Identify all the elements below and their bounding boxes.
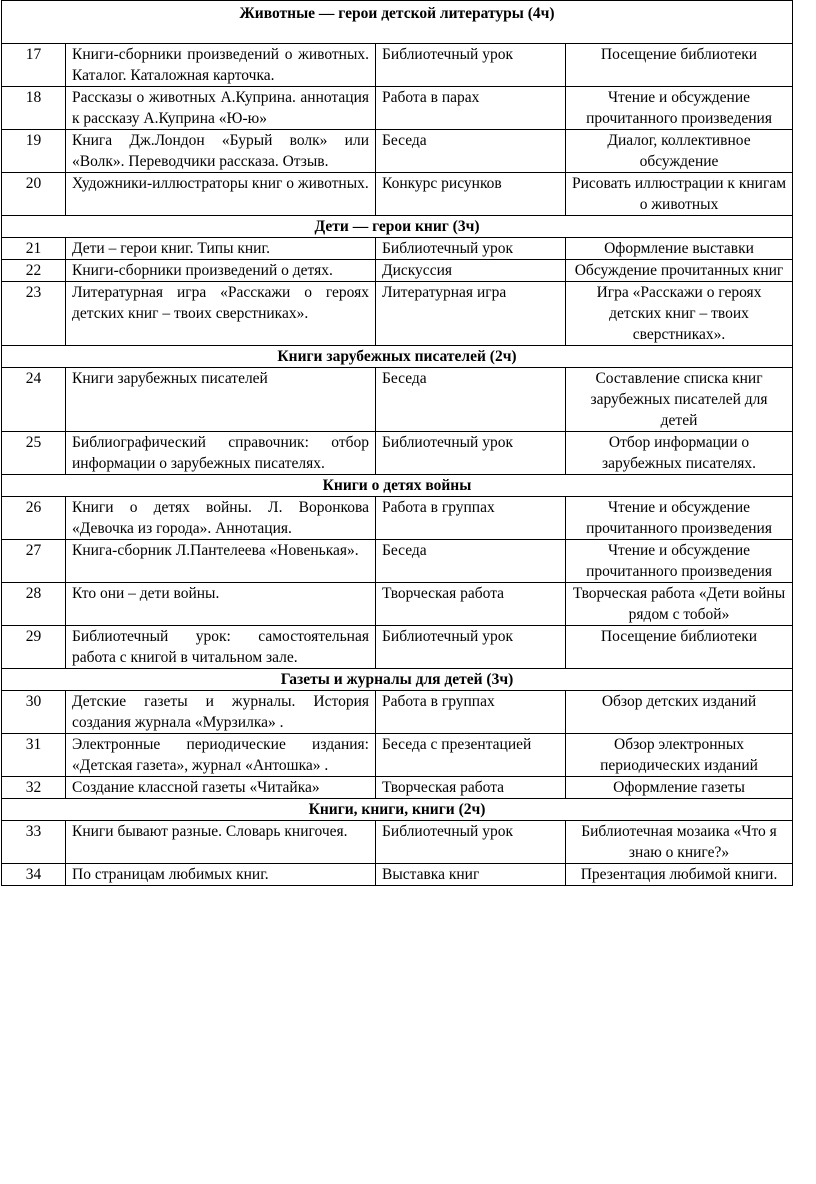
lesson-form-cell: Работа в группах	[376, 497, 566, 540]
lesson-activity-cell: Оформление газеты	[566, 777, 793, 799]
lesson-number-cell: 33	[2, 821, 66, 864]
lesson-activity-cell: Чтение и обсуждение прочитанного произведения	[566, 540, 793, 583]
lesson-topic-cell: Книги-сборники произведений о детях.	[66, 260, 376, 282]
table-row	[2, 821, 793, 864]
lesson-activity-cell: Обзор детских изданий	[566, 691, 793, 734]
lesson-form-cell: Беседа	[376, 130, 566, 173]
lesson-activity-cell: Посещение библиотеки	[566, 626, 793, 669]
section-title: Книги зарубежных писателей (2ч)	[2, 346, 793, 368]
lesson-activity-cell: Оформление выставки	[566, 238, 793, 260]
table-row	[2, 734, 793, 777]
lesson-form-cell: Беседа	[376, 368, 566, 432]
lesson-activity-cell: Рисовать иллюстрации к книгам о животных	[566, 173, 793, 216]
section-title: Дети — герои книг (3ч)	[2, 216, 793, 238]
lesson-number-cell: 23	[2, 282, 66, 346]
lesson-topic-cell: Книги о детях войны. Л. Воронкова «Девочка из города». Аннотация.	[66, 497, 376, 540]
section-header-row	[2, 216, 793, 238]
lesson-topic-cell: Кто они – дети войны.	[66, 583, 376, 626]
lesson-topic-cell: Библиотечный урок: самостоятельная работа с книгой в читальном зале.	[66, 626, 376, 669]
table-row	[2, 238, 793, 260]
section-header-row	[2, 669, 793, 691]
lesson-form-cell: Библиотечный урок	[376, 821, 566, 864]
lesson-form-cell: Работа в парах	[376, 87, 566, 130]
section-title: Животные — герои детской литературы (4ч)	[2, 1, 793, 44]
lesson-number-cell: 21	[2, 238, 66, 260]
table-row	[2, 173, 793, 216]
lesson-form-cell: Выставка книг	[376, 864, 566, 886]
lesson-number-cell: 30	[2, 691, 66, 734]
table-row	[2, 87, 793, 130]
lesson-number-cell: 27	[2, 540, 66, 583]
lesson-topic-cell: Книги бывают разные. Словарь книгочея.	[66, 821, 376, 864]
lesson-form-cell: Литературная игра	[376, 282, 566, 346]
lesson-form-cell: Творческая работа	[376, 583, 566, 626]
lesson-topic-cell: Книга Дж.Лондон «Бурый волк» или «Волк». Переводчики рассказа. Отзыв.	[66, 130, 376, 173]
lesson-topic-cell: Литературная игра «Расскажи о героях детских книг – твоих сверстниках».	[66, 282, 376, 346]
lesson-number-cell: 26	[2, 497, 66, 540]
lesson-number-cell: 28	[2, 583, 66, 626]
lesson-number-cell: 34	[2, 864, 66, 886]
table-row	[2, 777, 793, 799]
lesson-activity-cell: Отбор информации о зарубежных писателях.	[566, 432, 793, 475]
lesson-plan-table	[1, 0, 793, 886]
table-row	[2, 540, 793, 583]
lesson-form-cell: Беседа	[376, 540, 566, 583]
lesson-topic-cell: Книги зарубежных писателей	[66, 368, 376, 432]
table-row	[2, 44, 793, 87]
section-header-row	[2, 1, 793, 44]
lesson-number-cell: 20	[2, 173, 66, 216]
lesson-form-cell: Беседа с презентацией	[376, 734, 566, 777]
lesson-activity-cell: Диалог, коллективное обсуждение	[566, 130, 793, 173]
lesson-number-cell: 31	[2, 734, 66, 777]
section-title: Газеты и журналы для детей (3ч)	[2, 669, 793, 691]
table-row	[2, 626, 793, 669]
lesson-activity-cell: Обзор электронных периодических изданий	[566, 734, 793, 777]
lesson-activity-cell: Презентация любимой книги.	[566, 864, 793, 886]
lesson-activity-cell: Обсуждение прочитанных книг	[566, 260, 793, 282]
lesson-number-cell: 29	[2, 626, 66, 669]
lesson-activity-cell: Составление списка книг зарубежных писателей для детей	[566, 368, 793, 432]
lesson-form-cell: Библиотечный урок	[376, 626, 566, 669]
lesson-number-cell: 22	[2, 260, 66, 282]
lesson-topic-cell: Дети – герои книг. Типы книг.	[66, 238, 376, 260]
table-row	[2, 691, 793, 734]
lesson-activity-cell: Чтение и обсуждение прочитанного произведения	[566, 497, 793, 540]
lesson-plan-body	[2, 1, 793, 886]
table-row	[2, 583, 793, 626]
lesson-topic-cell: Книга-сборник Л.Пантелеева «Новенькая».	[66, 540, 376, 583]
lesson-form-cell: Конкурс рисунков	[376, 173, 566, 216]
section-header-row	[2, 346, 793, 368]
section-header-row	[2, 475, 793, 497]
lesson-form-cell: Библиотечный урок	[376, 432, 566, 475]
table-row	[2, 497, 793, 540]
section-title: Книги о детях войны	[2, 475, 793, 497]
lesson-form-cell: Библиотечный урок	[376, 238, 566, 260]
lesson-topic-cell: По страницам любимых книг.	[66, 864, 376, 886]
table-row	[2, 864, 793, 886]
lesson-topic-cell: Электронные периодические издания: «Детская газета», журнал «Антошка» .	[66, 734, 376, 777]
section-title: Книги, книги, книги (2ч)	[2, 799, 793, 821]
section-header-row	[2, 799, 793, 821]
lesson-topic-cell: Детские газеты и журналы. История создания журнала «Мурзилка» .	[66, 691, 376, 734]
table-row	[2, 130, 793, 173]
lesson-number-cell: 24	[2, 368, 66, 432]
lesson-form-cell: Творческая работа	[376, 777, 566, 799]
table-row	[2, 368, 793, 432]
lesson-form-cell: Работа в группах	[376, 691, 566, 734]
lesson-topic-cell: Книги-сборники произведений о животных. Каталог. Каталожная карточка.	[66, 44, 376, 87]
lesson-activity-cell: Игра «Расскажи о героях детских книг – твоих сверстниках».	[566, 282, 793, 346]
lesson-form-cell: Библиотечный урок	[376, 44, 566, 87]
lesson-number-cell: 25	[2, 432, 66, 475]
table-row	[2, 260, 793, 282]
table-row	[2, 432, 793, 475]
lesson-number-cell: 18	[2, 87, 66, 130]
lesson-form-cell: Дискуссия	[376, 260, 566, 282]
lesson-activity-cell: Библиотечная мозаика «Что я знаю о книге?»	[566, 821, 793, 864]
lesson-topic-cell: Рассказы о животных А.Куприна. аннотация к рассказу А.Куприна «Ю-ю»	[66, 87, 376, 130]
lesson-topic-cell: Библиографический справочник: отбор информации о зарубежных писателях.	[66, 432, 376, 475]
lesson-activity-cell: Творческая работа «Дети войны рядом с тобой»	[566, 583, 793, 626]
lesson-topic-cell: Художники-иллюстраторы книг о животных.	[66, 173, 376, 216]
table-row	[2, 282, 793, 346]
lesson-activity-cell: Чтение и обсуждение прочитанного произведения	[566, 87, 793, 130]
lesson-number-cell: 17	[2, 44, 66, 87]
lesson-number-cell: 32	[2, 777, 66, 799]
lesson-number-cell: 19	[2, 130, 66, 173]
lesson-activity-cell: Посещение библиотеки	[566, 44, 793, 87]
lesson-topic-cell: Создание классной газеты «Читайка»	[66, 777, 376, 799]
